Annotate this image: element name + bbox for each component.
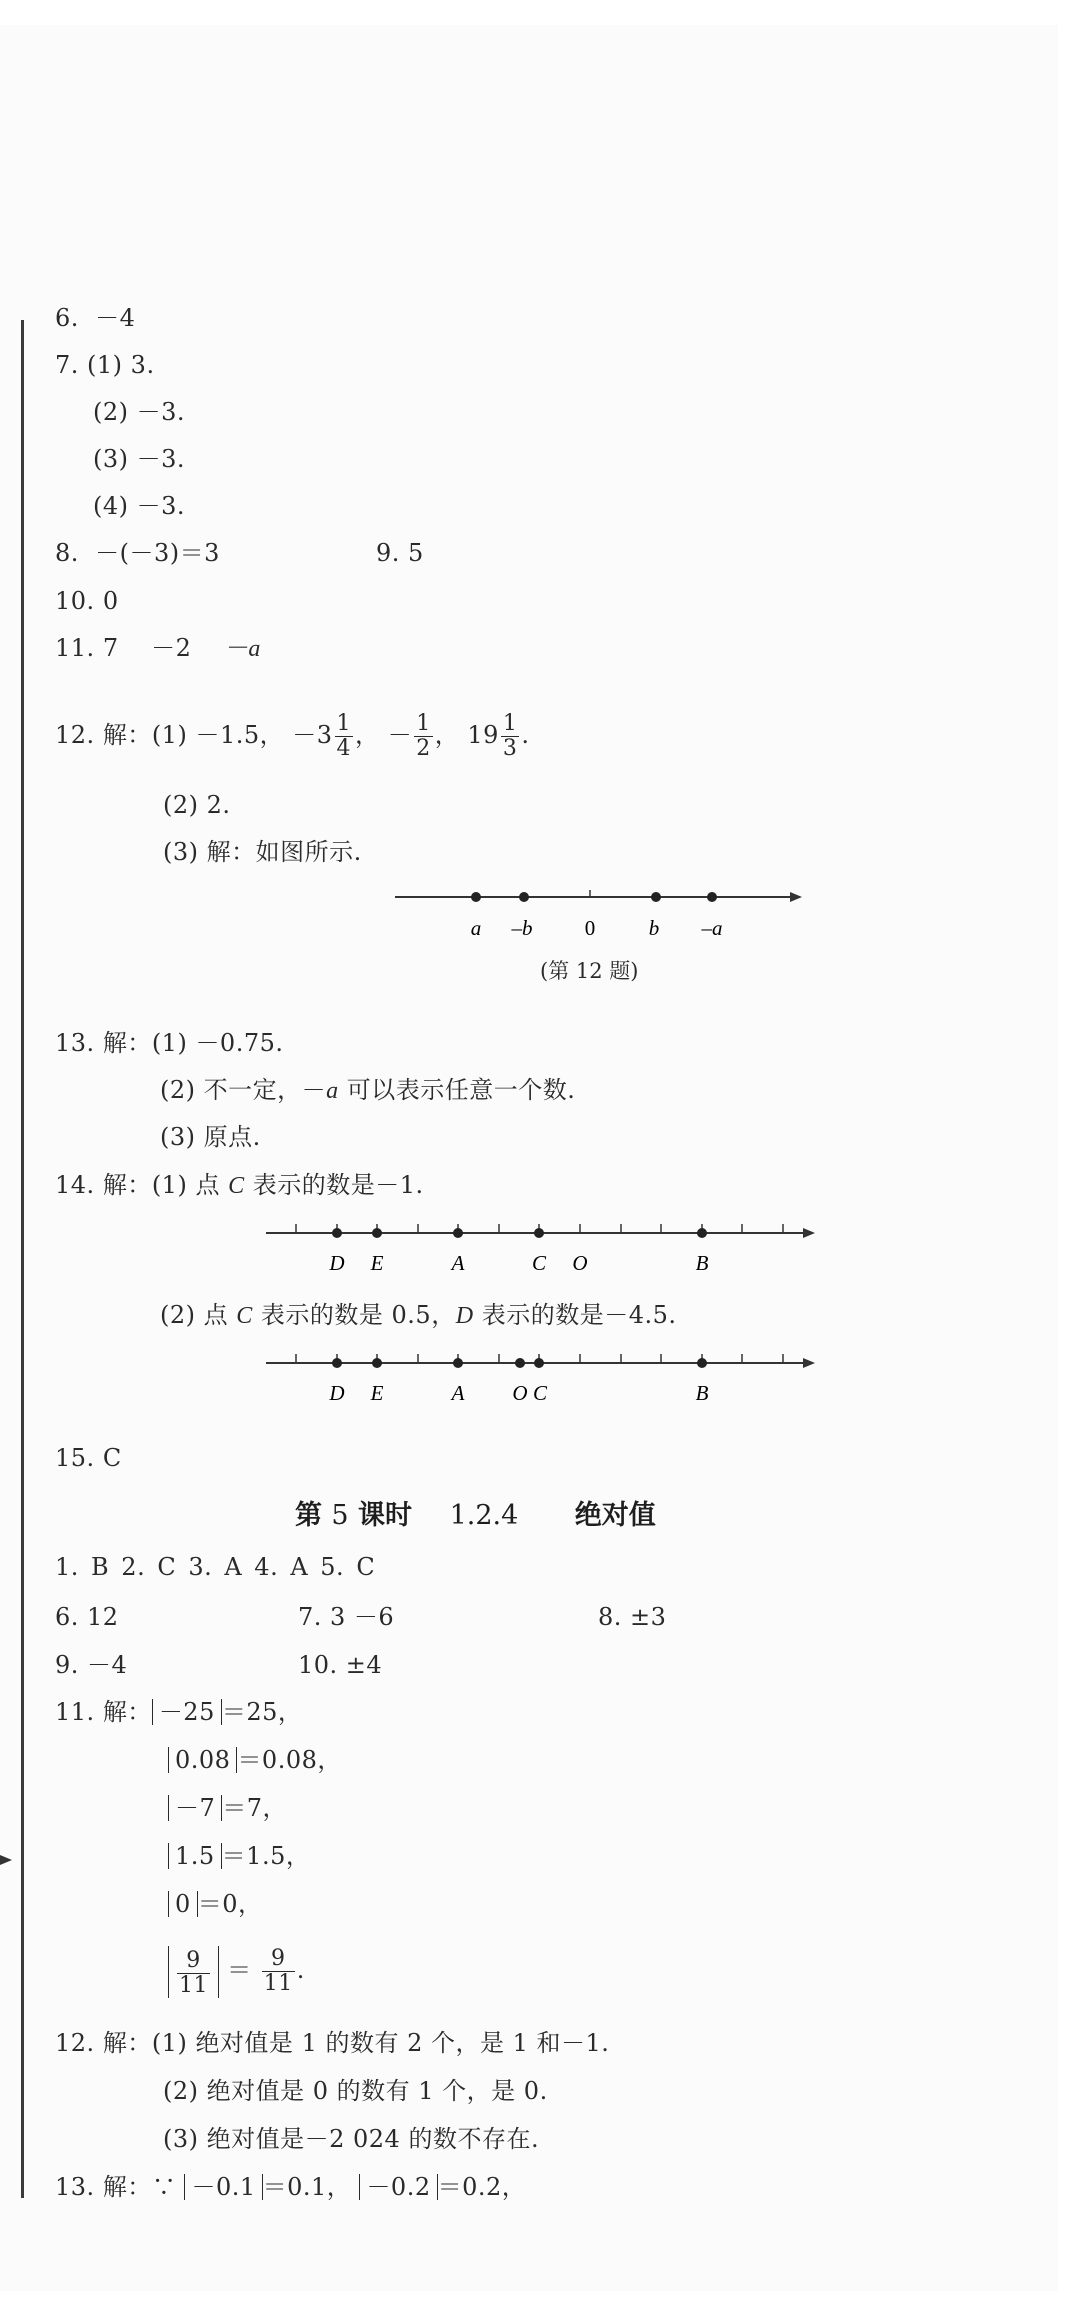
point-label: E bbox=[370, 1381, 384, 1405]
question-number: 11. bbox=[55, 634, 95, 662]
answer-text: C bbox=[102, 1444, 122, 1472]
answer-b-q11-row2: 0.08 ＝0.08， bbox=[168, 1745, 342, 1775]
point-label: –b bbox=[511, 916, 533, 940]
point-label: B bbox=[695, 1251, 709, 1275]
answer-b-q11-row1: 11. 解： －25 ＝25， bbox=[55, 1698, 303, 1726]
answer-q9 bbox=[376, 538, 424, 568]
answer-b-q11-row3: －7 ＝7， bbox=[168, 1793, 287, 1823]
figure-caption: (第 12 题) bbox=[540, 959, 639, 983]
answer-q12-part2: (2) 2. bbox=[163, 791, 231, 819]
section-number: 1.2.4 bbox=[449, 1500, 519, 1531]
answer-q12-part3: (3) 解：如图所示. bbox=[163, 838, 362, 866]
absolute-value: －25 bbox=[152, 1699, 222, 1725]
number-line-q14-1 bbox=[260, 1200, 820, 1275]
answer-q13-part2: (2) 不一定，－a 可以表示任意一个数. bbox=[160, 1076, 576, 1104]
answer-b-q10: 10. ±4 bbox=[298, 1651, 383, 1679]
answer-q10 bbox=[55, 586, 119, 616]
question-number: 8. bbox=[55, 539, 79, 567]
answer-text: 7 bbox=[102, 634, 119, 662]
answer-b-q7: 7. 3 －6 bbox=[298, 1603, 395, 1631]
solution-label: 解： bbox=[102, 2029, 152, 2057]
point-label: O bbox=[572, 1251, 588, 1275]
answer-b-q12-part2: (2) 绝对值是 0 的数有 1 个，是 0. bbox=[163, 2077, 548, 2105]
value-text: －1.5， bbox=[195, 721, 285, 749]
answer-text: －a bbox=[223, 636, 261, 662]
question-number: 6. bbox=[55, 304, 79, 332]
question-number: 14. bbox=[55, 1171, 95, 1199]
answer-q13-part1 bbox=[55, 1028, 284, 1058]
absolute-value: 0.08 bbox=[168, 1747, 237, 1773]
question-number: 9. bbox=[376, 539, 400, 567]
absolute-value bbox=[168, 1946, 219, 1998]
absolute-value: －0.1 bbox=[184, 2174, 262, 2200]
absolute-value: 1.5 bbox=[168, 1843, 222, 1869]
solution-label: 解： bbox=[102, 721, 152, 749]
answer-q7-part3: (3) －3. bbox=[93, 445, 186, 473]
section-heading: 第 5 课时 1.2.4 绝对值 bbox=[295, 1500, 656, 1531]
point-label: a bbox=[470, 916, 482, 940]
page-sheet bbox=[0, 25, 1058, 2291]
margin-pointer-icon bbox=[0, 1855, 12, 1865]
answer-q6 bbox=[55, 303, 135, 333]
fraction: $\frac{9}{11}$ bbox=[263, 1946, 293, 1996]
answer-text: (1) 绝对值是 1 的数有 2 个，是 1 和－1. bbox=[151, 2029, 610, 2057]
answer-b-q11-row6: $\frac{9}{11}$ ＝ $\frac{9}{11}$ . bbox=[168, 1944, 305, 1998]
question-number: 15. bbox=[55, 1444, 95, 1472]
fraction: $\frac{1}{2}$ bbox=[416, 711, 431, 761]
value-text: －3 bbox=[292, 721, 333, 749]
fraction: $\frac{1}{4}$ bbox=[336, 711, 352, 761]
point-label: B bbox=[695, 1381, 709, 1405]
point-label: C bbox=[531, 1251, 547, 1275]
section-title: 绝对值 bbox=[574, 1500, 656, 1531]
question-number: 7. bbox=[55, 351, 79, 379]
answer-b-q8: 8. ±3 bbox=[598, 1603, 667, 1631]
answer-text: －2 bbox=[151, 634, 192, 662]
value-text: － bbox=[387, 721, 413, 749]
absolute-value: 0 bbox=[168, 1891, 198, 1917]
value-text: 19 bbox=[467, 721, 499, 749]
absolute-value: －0.2 bbox=[359, 2174, 437, 2200]
answer-b-q11-row5: 0 ＝0， bbox=[168, 1889, 263, 1919]
question-number: 10. bbox=[55, 587, 95, 615]
point-label: A bbox=[451, 1251, 465, 1275]
question-number: 12. bbox=[55, 2029, 95, 2057]
number-line-q14-2 bbox=[260, 1330, 820, 1405]
point-label: D bbox=[329, 1251, 345, 1275]
margin-rule bbox=[21, 320, 24, 2198]
answer-b-q9: 9. －4 bbox=[55, 1651, 128, 1679]
answer-text: 5 bbox=[408, 539, 424, 567]
fraction: $\frac{1}{3}$ bbox=[502, 711, 518, 761]
answer-q7-part2: (2) －3. bbox=[93, 398, 186, 426]
solution-label: 解： bbox=[102, 1698, 152, 1726]
answer-q12-part1: 12. 解：(1) －1.5， －3 $\frac{1}{4}$ ， － $\frac{1}{2}$ ， 19 $\frac{1}{3}$ . bbox=[55, 711, 530, 761]
part-label: (1) bbox=[151, 721, 188, 749]
answer-q7-part4: (4) －3. bbox=[93, 492, 186, 520]
question-number: 12. bbox=[55, 721, 95, 749]
answer-q11 bbox=[55, 633, 261, 664]
answer-b-q11-row4: 1.5 ＝1.5， bbox=[168, 1841, 310, 1871]
point-label: –a bbox=[701, 916, 723, 940]
answer-text: (1) 3. bbox=[87, 351, 155, 379]
answer-q15 bbox=[55, 1443, 122, 1473]
absolute-value: －7 bbox=[168, 1795, 222, 1821]
answer-b-q12-part1 bbox=[55, 2028, 609, 2058]
answer-q14-part2: (2) 点 C 表示的数是 0.5，D 表示的数是－4.5. bbox=[160, 1301, 677, 1329]
answer-b-q13: 13. 解：∵ －0.1 ＝0.1， －0.2 ＝0.2， bbox=[55, 2173, 527, 2201]
answer-b-q12-part3: (3) 绝对值是－2 024 的数不存在. bbox=[163, 2125, 540, 2153]
answer-text: 0 bbox=[102, 587, 119, 615]
point-label: 0 bbox=[584, 916, 596, 940]
answer-text: －(－3)＝3 bbox=[95, 539, 220, 567]
answer-q14-part1: 14. 解：(1) 点 C 表示的数是－1. bbox=[55, 1171, 424, 1199]
question-number: 13. bbox=[55, 1029, 95, 1057]
solution-label: 解： bbox=[102, 1171, 152, 1199]
point-label: A bbox=[451, 1381, 465, 1405]
solution-label: 解： bbox=[102, 1029, 152, 1057]
number-line-q12 bbox=[390, 880, 810, 950]
point-label: C bbox=[532, 1381, 548, 1405]
fraction: $\frac{9}{11}$ bbox=[179, 1947, 208, 1998]
point-label: E bbox=[370, 1251, 384, 1275]
answer-q7-part1 bbox=[55, 350, 155, 380]
answer-q8 bbox=[55, 538, 220, 568]
because-symbol: ∵ bbox=[151, 2173, 177, 2201]
choice-answers: 1. B 2. C 3. A 4. A 5. C bbox=[55, 1553, 376, 1581]
question-number: 13. bbox=[55, 2173, 95, 2201]
point-label: D bbox=[329, 1381, 345, 1405]
answer-b-q6: 6. 12 bbox=[55, 1603, 119, 1631]
answer-q13-part3: (3) 原点. bbox=[160, 1123, 261, 1151]
answer-text: (1) －0.75. bbox=[151, 1029, 284, 1057]
solution-label: 解： bbox=[102, 2173, 152, 2201]
answer-text: －4 bbox=[95, 304, 136, 332]
point-label: O bbox=[512, 1381, 528, 1405]
point-label: b bbox=[648, 916, 660, 940]
question-number: 11. bbox=[55, 1698, 95, 1726]
